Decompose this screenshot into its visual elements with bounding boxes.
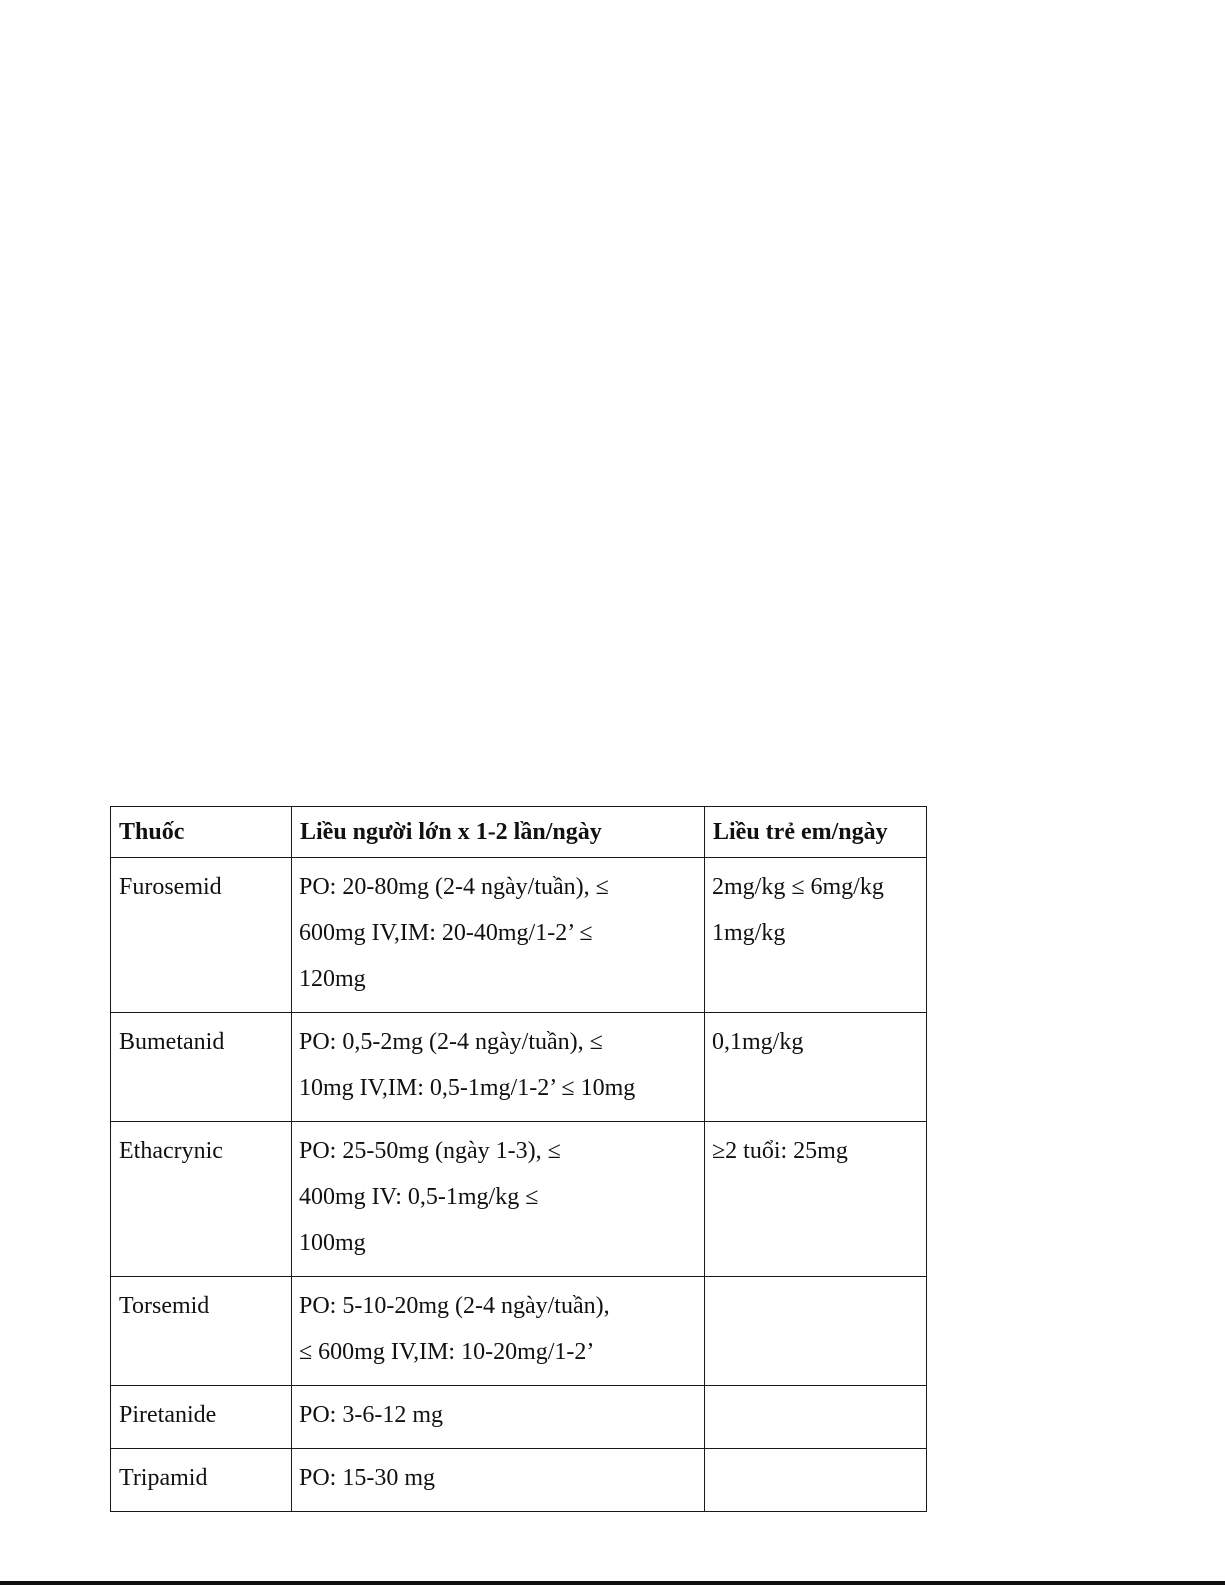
child-dose-line: 2mg/kg ≤ 6mg/kg xyxy=(712,874,884,900)
child-dose-line: ≥2 tuổi: 25mg xyxy=(712,1138,848,1164)
child-dose-cell xyxy=(705,1449,927,1512)
table-row xyxy=(111,1122,927,1277)
child-dose-line: 1mg/kg xyxy=(712,920,786,946)
table-header-row xyxy=(111,807,927,858)
table-row xyxy=(111,1013,927,1122)
adult-dose-line: PO: 0,5-2mg (2-4 ngày/tuần), ≤ xyxy=(299,1029,603,1055)
child-dose-cell xyxy=(705,858,927,1013)
table-row xyxy=(111,858,927,1013)
header-adult-dose: Liều người lớn x 1-2 lần/ngày xyxy=(292,807,705,858)
page-bottom-rule xyxy=(0,1581,1225,1585)
adult-dose-line: 10mg IV,IM: 0,5-1mg/1-2’ ≤ 10mg xyxy=(299,1075,636,1101)
child-dose-cell xyxy=(705,1386,927,1449)
child-dose-cell xyxy=(705,1277,927,1386)
drug-name: Tripamid xyxy=(111,1449,292,1512)
adult-dose-line: 400mg IV: 0,5-1mg/kg ≤ xyxy=(299,1184,539,1210)
adult-dose-line: 120mg xyxy=(299,966,366,992)
adult-dose-line: PO: 5-10-20mg (2-4 ngày/tuần), xyxy=(299,1293,610,1319)
drug-name: Torsemid xyxy=(111,1277,292,1386)
adult-dose-line: 100mg xyxy=(299,1230,366,1256)
adult-dose-line: PO: 20-80mg (2-4 ngày/tuần), ≤ xyxy=(299,874,609,900)
drug-name: Piretanide xyxy=(111,1386,292,1449)
adult-dose-cell xyxy=(292,1013,705,1122)
drug-name: Furosemid xyxy=(111,858,292,1013)
header-child-dose: Liều trẻ em/ngày xyxy=(705,807,927,858)
adult-dose-line: PO: 3-6-12 mg xyxy=(299,1402,443,1428)
adult-dose-line: PO: 15-30 mg xyxy=(299,1465,436,1491)
adult-dose-line: ≤ 600mg IV,IM: 10-20mg/1-2’ xyxy=(299,1339,595,1365)
adult-dose-cell xyxy=(292,1449,705,1512)
adult-dose-cell xyxy=(292,858,705,1013)
diuretic-dosage-table xyxy=(110,806,927,1512)
adult-dose-cell xyxy=(292,1277,705,1386)
drug-name: Bumetanid xyxy=(111,1013,292,1122)
table-row xyxy=(111,1386,927,1449)
child-dose-cell xyxy=(705,1013,927,1122)
adult-dose-cell xyxy=(292,1122,705,1277)
child-dose-cell xyxy=(705,1122,927,1277)
child-dose-line: 0,1mg/kg xyxy=(712,1029,804,1055)
adult-dose-cell xyxy=(292,1386,705,1449)
header-drug: Thuốc xyxy=(111,807,292,858)
adult-dose-line: PO: 25-50mg (ngày 1-3), ≤ xyxy=(299,1138,561,1164)
table-row xyxy=(111,1277,927,1386)
drug-name: Ethacrynic xyxy=(111,1122,292,1277)
table-row xyxy=(111,1449,927,1512)
adult-dose-line: 600mg IV,IM: 20-40mg/1-2’ ≤ xyxy=(299,920,593,946)
